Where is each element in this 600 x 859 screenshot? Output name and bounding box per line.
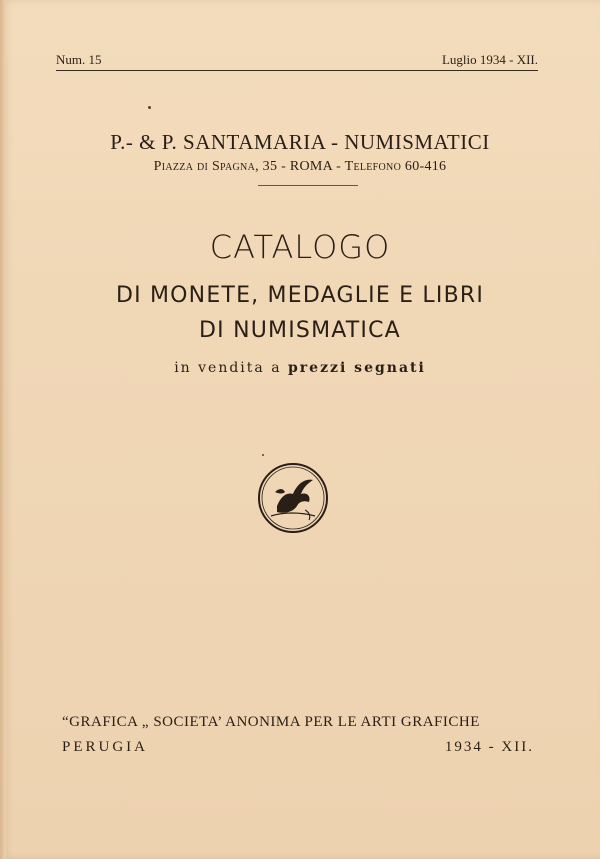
printer-line: “GRAFICA „ SOCIETA’ ANONIMA PER LE ARTI GRAFICHE [62, 714, 480, 730]
issue-date: Luglio 1934 - XII. [441, 52, 538, 67]
printer-year: 1934 - XII. [444, 739, 534, 755]
printer-city: PERUGIA [62, 739, 149, 755]
paper-edge [0, 0, 6, 859]
page-title: CATALOGO [209, 228, 391, 266]
title-line-3: DI NUMISMATICA [199, 318, 401, 343]
title-line-2: DI MONETE, MEDAGLIE E LIBRI [115, 283, 485, 308]
paper-speck [148, 106, 151, 109]
subtitle [0, 360, 600, 376]
publisher-name: P.- & P. SANTAMARIA - NUMISMATICI [110, 130, 490, 154]
issue-number: Num. 15 [56, 52, 102, 67]
paper-speck [262, 454, 264, 456]
subtitle-bold: prezzi segnati [288, 360, 426, 376]
header-line [56, 52, 538, 66]
header-rule [56, 70, 538, 71]
subtitle-prefix: in vendita a [174, 360, 282, 376]
divider [258, 185, 358, 186]
griffin-emblem-icon [257, 462, 329, 534]
address-text: Piazza di Spagna, 35 - ROMA - Telefono 60-416 [153, 159, 447, 174]
publisher-address [0, 159, 600, 175]
